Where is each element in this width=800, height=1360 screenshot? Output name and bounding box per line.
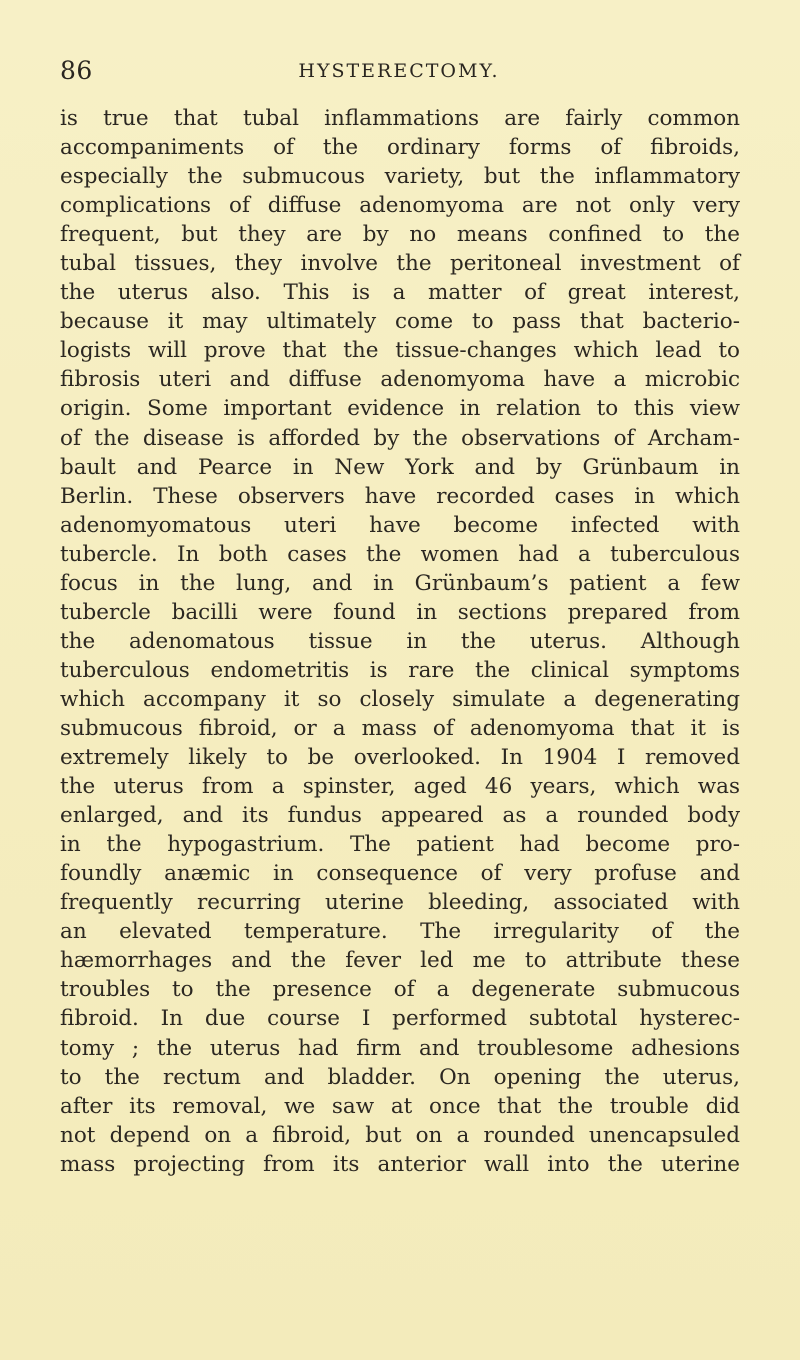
text-line: tubercle bacilli were found in sections prepared from — [60, 599, 740, 625]
text-line: mass projecting from its anterior wall into the uterine — [60, 1151, 740, 1177]
text-line: the uterus also. This is a matter of great interest, — [60, 280, 740, 306]
text-line: to the rectum and bladder. On opening the uterus, — [60, 1064, 740, 1090]
text-line: which accompany it so closely simulate a degenerating — [60, 686, 740, 712]
text-line: of the disease is afforded by the observations of Archam- — [60, 425, 740, 451]
text-line: focus in the lung, and in Grünbaum’s patient a few — [60, 570, 740, 596]
text-line: extremely likely to be overlooked. In 1904 I removed — [60, 745, 740, 771]
running-title: HYSTERECTOMY. — [298, 60, 500, 82]
text-line: not depend on a fibroid, but on a rounded unencapsuled — [60, 1122, 740, 1148]
text-line: troubles to the presence of a degenerate submucous — [60, 977, 740, 1003]
text-line: in the hypogastrium. The patient had become pro- — [60, 832, 740, 858]
text-line: Berlin. These observers have recorded cases in which — [60, 483, 740, 509]
text-line: an elevated temperature. The irregularity of the — [60, 919, 740, 945]
text-line: accompaniments of the ordinary forms of fibroids, — [60, 135, 740, 161]
text-line: hæmorrhages and the fever led me to attribute these — [60, 948, 740, 974]
text-line: complications of diffuse adenomyoma are not only very — [60, 193, 740, 219]
text-line: tuberculous endometritis is rare the clinical symptoms — [60, 657, 740, 683]
running-head — [60, 56, 738, 96]
text-line: tubercle. In both cases the women had a tuberculous — [60, 541, 740, 567]
text-line: the adenomatous tissue in the uterus. Although — [60, 628, 740, 654]
text-line: the uterus from a spinster, aged 46 years, which was — [60, 774, 740, 800]
text-line: frequently recurring uterine bleeding, associated with — [60, 890, 740, 916]
text-line: bault and Pearce in New York and by Grünbaum in — [60, 454, 740, 480]
body-text — [60, 104, 740, 1179]
text-line: adenomyomatous uteri have become infected with — [60, 512, 740, 538]
text-line: enlarged, and its fundus appeared as a rounded body — [60, 803, 740, 829]
text-line: foundly anæmic in consequence of very profuse and — [60, 861, 740, 887]
text-line: fibrosis uteri and diffuse adenomyoma have a microbic — [60, 367, 740, 393]
text-line: tubal tissues, they involve the peritoneal investment of — [60, 251, 740, 277]
text-line: because it may ultimately come to pass that bacterio- — [60, 309, 740, 335]
page-number: 86 — [60, 56, 93, 85]
text-line: especially the submucous variety, but the inflammatory — [60, 164, 740, 190]
text-line: is true that tubal inflammations are fairly common — [60, 106, 740, 131]
text-line: fibroid. In due course I performed subtotal hysterec- — [60, 1006, 740, 1032]
text-line: logists will prove that the tissue-changes which lead to — [60, 338, 740, 364]
text-line: tomy ; the uterus had firm and troublesome adhesions — [60, 1035, 740, 1061]
text-line: origin. Some important evidence in relation to this view — [60, 396, 740, 422]
text-line: frequent, but they are by no means confined to the — [60, 222, 740, 248]
text-line: after its removal, we saw at once that the trouble did — [60, 1093, 740, 1119]
text-line: submucous fibroid, or a mass of adenomyoma that it is — [60, 715, 740, 741]
